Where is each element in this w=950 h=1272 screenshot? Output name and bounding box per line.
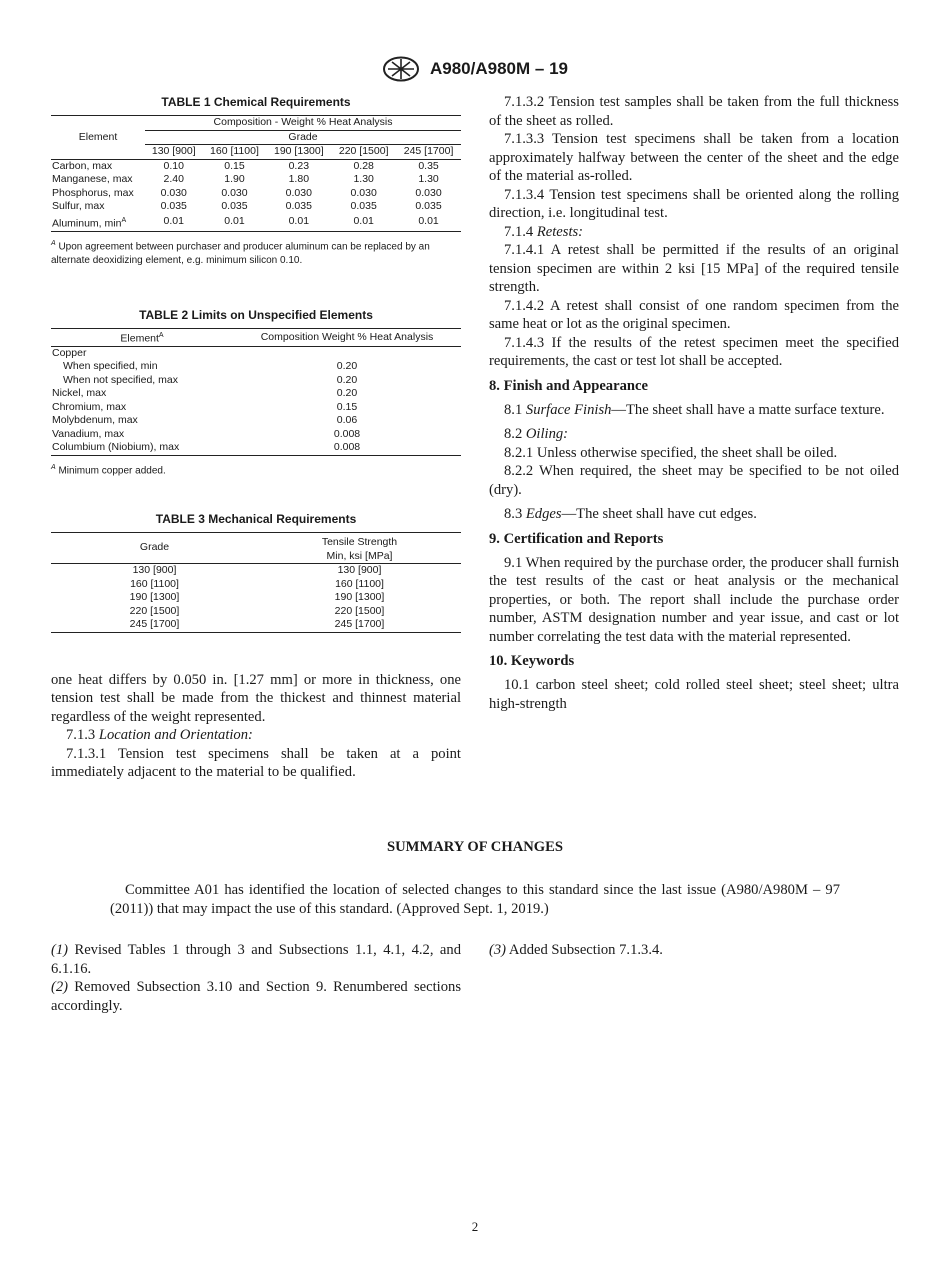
table2-element-header: Element$^A$: [120, 331, 164, 345]
cell: 0.01: [163, 215, 184, 228]
cell: 0.008: [333, 427, 361, 440]
change-item: (1) Revised Tables 1 through 3 and Subsections 1.1, 4.1, 4.2, and 6.1.16.: [51, 942, 461, 977]
table-row: [51, 200, 461, 214]
cell: 0.15: [224, 159, 245, 172]
row-label: Manganese, max: [52, 173, 133, 185]
table-row: [51, 441, 461, 455]
table-row: [51, 173, 461, 187]
paragraph: 7.1.4 Retests:: [504, 223, 584, 240]
cell: 130 [900]: [132, 564, 177, 577]
row-label: Columbium (Niobium), max: [52, 441, 180, 454]
paragraph: 8.3 Edges—The sheet shall have cut edges.: [504, 506, 757, 522]
designation-title: A980/A980M – 19: [430, 59, 568, 78]
cell: 0.01: [418, 215, 439, 228]
cell: 0.20: [336, 360, 358, 373]
left-body-text: [51, 671, 461, 782]
cell: 220 [1500]: [334, 604, 385, 617]
table1-grade-col: 220 [1500]: [338, 145, 389, 157]
cell: 0.10: [163, 159, 184, 172]
paragraph: 8.2.2 When required, the sheet may be specified to be not oiled (dry).: [489, 463, 899, 498]
row-label: Chromium, max: [52, 400, 127, 413]
table-row: [51, 591, 461, 605]
cell: 220 [1500]: [129, 604, 180, 617]
table1-grade-header: Grade: [145, 130, 461, 145]
cell: 0.01: [224, 215, 245, 228]
table2-title: TABLE 2 Limits on Unspecified Elements: [139, 307, 373, 322]
row-label: Phosphorus, max: [52, 186, 134, 199]
section-heading: 8. Finish and Appearance: [489, 377, 648, 394]
section-heading: 10. Keywords: [489, 653, 575, 669]
table3-tensile-header: Tensile Strength Min, ksi [MPa]: [321, 536, 398, 562]
cell: 130 [900]: [337, 564, 382, 577]
table2-footnote: $^A$ Minimum copper added.: [51, 463, 166, 477]
table-row: [51, 360, 461, 374]
cell: 190 [1300]: [129, 591, 180, 604]
table-row: [51, 387, 461, 401]
cell: 0.01: [353, 215, 374, 228]
paragraph: 7.1.4.2 A retest shall consist of one random specimen from the same heat or lot as the original specimen.: [489, 297, 899, 332]
cell: 1.90: [224, 173, 245, 185]
row-label: Aluminum, $\min^A$: [52, 216, 127, 229]
table-row: [51, 187, 461, 201]
change-item: (2) Removed Subsection 3.10 and Section 9. Renumbered sections accordingly.: [51, 979, 461, 1014]
cell: 0.030: [350, 186, 377, 199]
table1-grade-col: 130 [900]: [151, 145, 196, 157]
cell: 0.20: [336, 373, 358, 386]
cell: 160 [1100]: [130, 577, 179, 590]
table-row: [51, 346, 461, 360]
table-row: [51, 214, 461, 232]
row-label: Copper: [52, 346, 87, 359]
cell: 2.40: [163, 173, 184, 185]
paragraph: 10.1 carbon steel sheet; cold rolled steel sheet; steel sheet; ultra high-strength: [489, 677, 899, 712]
section-heading: 9. Certification and Reports: [489, 530, 664, 547]
table-row: [51, 564, 461, 578]
cell: 0.06: [336, 414, 358, 427]
cell: 0.035: [350, 200, 377, 212]
cell: 0.035: [160, 200, 187, 212]
cell: 0.030: [285, 186, 312, 199]
cell: 245 [1700]: [334, 618, 385, 631]
row-label: Nickel, max: [52, 387, 107, 400]
paragraph: 7.1.3.1 Tension test specimens shall be taken at a point immediately adjacent to the material to be qualified.: [51, 745, 461, 781]
table1-grade-col: 190 [1300]: [274, 145, 324, 157]
paragraph: 8.1 Surface Finish—The sheet shall have a matte surface texture.: [504, 401, 885, 418]
cell: 0.035: [415, 200, 442, 212]
cell: 1.30: [418, 173, 439, 185]
table-row: [51, 374, 461, 388]
table1: [51, 115, 461, 232]
cell: 1.30: [353, 173, 374, 185]
page-number: 2: [471, 1219, 479, 1234]
cell: 0.035: [221, 200, 248, 212]
table3: [51, 532, 461, 633]
cell: 160 [1100]: [335, 577, 384, 590]
page-header: [0, 56, 950, 82]
table-row: [51, 605, 461, 619]
changes-left: [51, 941, 461, 1015]
right-column: [489, 93, 899, 713]
row-label: Molybdenum, max: [52, 414, 138, 427]
cell: 0.23: [288, 159, 310, 172]
paragraph: 8.2.1 Unless otherwise specified, the sheet shall be oiled.: [504, 444, 838, 461]
row-label: Sulfur, max: [52, 200, 105, 212]
changes-right: [489, 941, 899, 960]
table1-composition-header: Composition - Weight % Heat Analysis: [145, 116, 461, 131]
paragraph: 7.1.3.3 Tension test specimens shall be taken from a location approximately halfway between the center of the sheet and the edge of the material as-rolled.: [489, 131, 899, 184]
summary-heading: SUMMARY OF CHANGES: [387, 839, 563, 855]
footnote-mark: A: [121, 216, 127, 224]
table3-title: TABLE 3 Mechanical Requirements: [155, 512, 357, 527]
cell: 0.28: [353, 159, 374, 172]
table1-footnote: $^A$ Upon agreement between purchaser and producer aluminum can be replaced by an alternate deoxidizing element, e.g. minimum silicon 0.10.: [51, 239, 430, 266]
left-column: [51, 95, 461, 782]
cell: 0.20: [336, 387, 358, 400]
table-row: [51, 414, 461, 428]
paragraph: 7.1.3.4 Tension test specimens shall be oriented along the rolling direction, i.e. longitudinal test.: [489, 186, 899, 221]
cell: 0.035: [285, 200, 312, 212]
table-row: [51, 618, 461, 632]
table2-composition-header: Composition Weight % Heat Analysis: [260, 330, 434, 343]
paragraph: 7.1.4.3 If the results of the retest specimen meet the specified requirements, the cast or test lot shall be accepted.: [489, 334, 899, 369]
cell: 0.030: [160, 186, 187, 199]
paragraph: 9.1 When required by the purchase order, the producer shall furnish the test results of the cast or heat analysis or the mechanical properties, or both. The report shall include the purchase order number, ASTM designation number and year issue, and cast or lot number correlating the test data with the material represented.: [489, 554, 899, 645]
cell: 190 [1300]: [334, 591, 385, 604]
table1-grade-col: 245 [1700]: [403, 145, 454, 157]
astm-logo-icon: [382, 56, 420, 82]
paragraph: 7.1.3.2 Tension test samples shall be taken from the full thickness of the sheet as rolled.: [489, 94, 899, 129]
table2: [51, 328, 461, 456]
table-row: [51, 428, 461, 442]
cell: 245 [1700]: [129, 618, 180, 631]
cell: 0.35: [418, 159, 439, 172]
table1-element-header: Element: [51, 116, 145, 160]
paragraph: 7.1.4.1 A retest shall be permitted if the results of an original tension specimen are within 2 ksi [15 MPa] of the required tensile strength.: [489, 242, 899, 295]
row-label: When not specified, max: [63, 373, 178, 386]
row-label: When specified, min: [63, 360, 158, 373]
table-row: [51, 578, 461, 592]
summary-of-changes: [0, 839, 950, 1014]
paragraph: one heat differs by 0.050 in. [1.27 mm] or more in thickness, one tension test shall be made from the thickest and thinnest material regardless of the weight represented.: [51, 671, 461, 725]
cell: 0.008: [333, 441, 361, 454]
cell: [233, 346, 461, 360]
summary-intro: Committee A01 has identified the location of selected changes to this standard since the last issue (A980/A980M – 97 (2011)) that may impact the use of this standard. (Approved Sept. 1, 2019.): [110, 882, 840, 917]
cell: 0.030: [221, 186, 248, 199]
table-row: [51, 401, 461, 415]
row-label: Carbon, max: [52, 159, 113, 172]
cell: 0.030: [415, 186, 442, 199]
table1-title: TABLE 1 Chemical Requirements: [161, 95, 351, 109]
cell: 0.01: [288, 215, 310, 228]
paragraph: 8.2 Oiling:: [504, 426, 569, 442]
table-row: [51, 159, 461, 173]
row-label: Vanadium, max: [52, 427, 125, 440]
change-item: (3) Added Subsection 7.1.3.4.: [489, 942, 663, 958]
table1-grade-col: 160 [1100]: [210, 145, 259, 157]
paragraph: 7.1.3 Location and Orientation:: [66, 727, 253, 744]
cell: 0.15: [336, 400, 358, 413]
cell: 1.80: [288, 173, 310, 185]
table3-grade-header: Grade: [139, 541, 170, 554]
